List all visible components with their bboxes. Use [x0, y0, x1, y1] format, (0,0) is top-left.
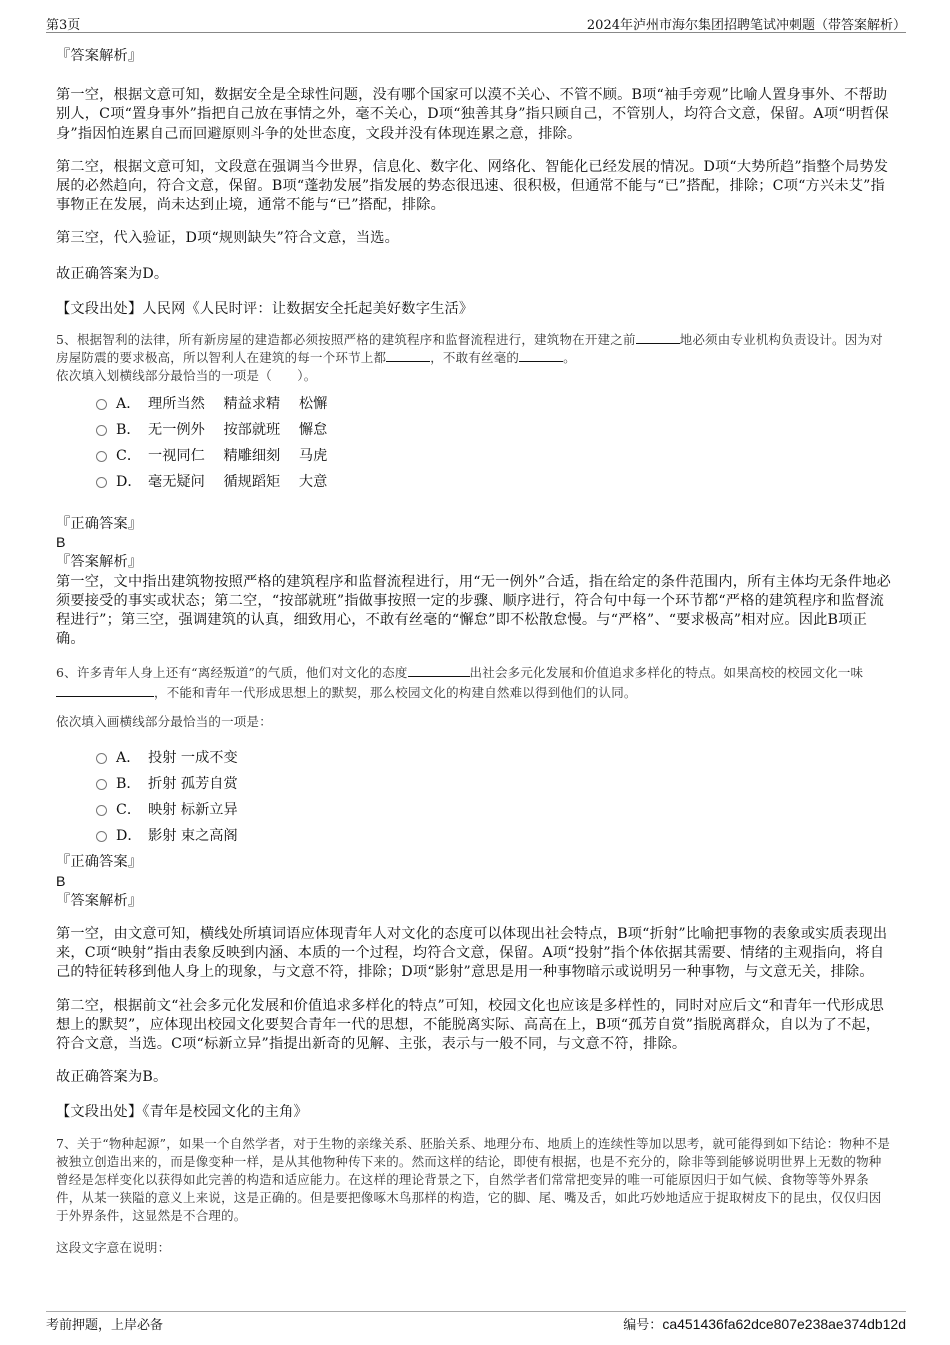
q5-prompt: 依次填入划横线部分最恰当的一项是（ ）。 [56, 368, 317, 384]
q5-option-b[interactable]: B． 无一例外 按部就班 懈怠 [96, 417, 894, 443]
document-title: 2024年泸州市海尔集团招聘笔试冲刺题（带答案解析） [586, 18, 906, 33]
answer-analysis-heading: 『答案解析』 [56, 554, 143, 571]
q4-analysis-paragraph: 第二空，根据文意可知，文段意在强调当今世界，信息化、数字化、网络化、智能化已经发展的情况。D项“大势所趋”指整个局势发展的必然趋向，符合文意，保留。B项“蓬勃发展”指发展的势态很迅速、很积极，但通常不能与“已”搭配，排除；C项“方兴未艾”指事物正在发展，尚未达到止境，通常不能与“已”搭配，排除。 [56, 158, 889, 214]
q6-analysis-paragraph: 第二空，根据前文“社会多元化发展和价值追求多样化的特点”可知，校园文化也应该是多样性的，同时对应后文“和青年一代形成思想上的默契”，应体现出校园文化要契合青年一代的思想，不能脱离实际、高高在上，B项“孤芳自赏”指脱离群众，自以为了不起，符合文意，当选。C项“标新立异”指提出新奇的见解、主张，表示与一般不同，与文意不符，排除。 [56, 997, 885, 1053]
q4-analysis-paragraph: 第三空，代入验证，D项“规则缺失”符合文意，当选。 [56, 230, 400, 247]
q5-stem [56, 331, 894, 367]
q5-blank-2 [386, 349, 430, 362]
radio-icon[interactable] [96, 477, 107, 488]
q6-answer: B [56, 873, 66, 890]
q5-stem-part: 。 [563, 350, 576, 366]
q6-stem-part: 出社会多元化发展和价值追求多样化的特点。如果高校的校园文化一味 [469, 665, 864, 681]
q6-option-d[interactable]: D． 影射 束之高阁 [96, 823, 894, 849]
q6-option-b[interactable]: B． 折射 孤芳自赏 [96, 771, 894, 797]
q6-stem [56, 663, 894, 703]
q6-stem-part: 6、许多青年人身上还有“离经叛道”的气质，他们对文化的态度 [56, 665, 408, 681]
radio-icon[interactable] [96, 779, 107, 790]
q7-stem: 7、关于“物种起源”，如果一个自然学者，对于生物的亲缘关系、胚胎关系、地理分布、地质上的连续性等加以思考，就可能得到如下结论：物种不是被独立创造出来的，而是像变种一样，是从其他物种传下来的。然而这样的结论，即使有根据，也是不充分的，除非等到能够说明世界上无数的物种曾经是怎样变化以获得如此完善的构造和适应能力。在这样的理论背景之下，自然学者们常常把变异的唯一可能原因归于如气候、食物等等外界条件，从某一狭隘的意义上来说，这是正确的。但是要把像啄木鸟那样的构造，它的脚、尾、嘴及舌，如此巧妙地适应于捉取树皮下的昆虫，仅仅归因于外界条件，这显然是不合理的。 [56, 1135, 891, 1223]
radio-icon[interactable] [96, 425, 107, 436]
footer-slogan: 考前押题，上岸必备 [46, 1318, 164, 1333]
q4-conclusion: 故正确答案为D。 [56, 265, 169, 282]
answer-analysis-heading: 『答案解析』 [56, 48, 143, 64]
page-footer [46, 1311, 906, 1333]
q6-blank-1 [408, 664, 470, 677]
q4-analysis-paragraph: 第一空，根据文意可知，数据安全是全球性问题，没有哪个国家可以漠不关心、不管不顾。B项“袖手旁观”比喻人置身事外、不帮助别人，C项“置身事外”指把自己放在事情之外，毫不关心，D项“独善其身”指只顾自己，不管别人，均符合文意，保留。A项“明哲保身”指因怕连累自己而回避原则斗争的处世态度，文段并没有体现连累之意，排除。 [56, 87, 889, 142]
q6-conclusion: 故正确答案为B。 [56, 1069, 168, 1086]
q6-options [96, 745, 894, 849]
q5-blank-1 [636, 331, 680, 344]
radio-icon[interactable] [96, 753, 107, 764]
document-code-value: ca451436fa62dce807e238ae374db12d [662, 1316, 906, 1332]
q5-stem-part: 地必须由专业机构负责设计。因为对房屋防震的要求极高，所以智利人在建筑的每一个环节上都 [56, 332, 883, 366]
radio-icon[interactable] [96, 805, 107, 816]
q6-option-c[interactable]: C． 映射 标新立异 [96, 797, 894, 823]
q6-stem-part: ，不能和青年一代形成思想上的默契，那么校园文化的构建自然难以得到他们的认同。 [154, 685, 637, 701]
document-code [623, 1314, 906, 1333]
q5-analysis: 第一空，文中指出建筑物按照严格的建筑程序和监督流程进行，用“无一例外”合适，指在给定的条件范围内，所有主体均无条件地必须要接受的事实或状态；第二空，“按部就班”指做事按照一定的步骤、顺序进行，符合句中每一个环节都“严格的建筑程序和监督流程进行”；第三空，强调建筑的认真，细致用心，不敢有丝毫的“懈怠”即不松散怠慢。与“严格”、“要求极高”相对应。因此B项正确。 [56, 573, 891, 648]
radio-icon[interactable] [96, 399, 107, 410]
q5-option-d[interactable]: D． 毫无疑问 循规蹈矩 大意 [96, 469, 894, 495]
q5-option-a[interactable]: A． 理所当然 精益求精 松懈 [96, 391, 894, 417]
q6-source: 【文段出处】《青年是校园文化的主角》 [56, 1104, 308, 1121]
q5-option-c[interactable]: C． 一视同仁 精雕细刻 马虎 [96, 443, 894, 469]
q4-source: 【文段出处】人民网《人民时评：让数据安全托起美好数字生活》 [56, 300, 474, 317]
q6-blank-2 [56, 684, 154, 697]
radio-icon[interactable] [96, 451, 107, 462]
q7-prompt: 这段文字意在说明： [56, 1239, 171, 1255]
answer-analysis-heading: 『答案解析』 [56, 892, 143, 909]
page-content [56, 40, 894, 1257]
q6-option-a[interactable]: A． 投射 一成不变 [96, 745, 894, 771]
q6-prompt: 依次填入画横线部分最恰当的一项是： [56, 714, 272, 730]
q6-analysis-paragraph: 第一空，由文意可知，横线处所填词语应体现青年人对文化的态度可以体现出社会特点，B项“折射”比喻把事物的表象或实质表现出来，C项“映射”指由表象反映到内涵、本质的一个过程，均符合文意，保留。A项“投射”指个体依据其需要、情绪的主观指向，将自己的特征转移到他人身上的现象，与文意不符，排除；D项“影射”意思是用一种事物暗示或说明另一种事物，与文意无关，排除。 [56, 926, 888, 981]
page-number: 第3页 [46, 18, 81, 33]
page-header [46, 10, 906, 33]
q5-stem-part: 5、根据智利的法律，所有新房屋的建造都必须按照严格的建筑程序和监督流程进行，建筑物在开建之前 [56, 332, 636, 348]
q5-stem-part: ，不敢有丝毫的 [430, 350, 520, 366]
document-code-label: 编号： [623, 1318, 663, 1333]
radio-icon[interactable] [96, 831, 107, 842]
q5-options [96, 391, 894, 495]
correct-answer-heading: 『正确答案』 [56, 516, 143, 533]
correct-answer-heading: 『正确答案』 [56, 854, 143, 871]
q5-answer: B [56, 535, 66, 552]
q5-blank-3 [519, 349, 563, 362]
